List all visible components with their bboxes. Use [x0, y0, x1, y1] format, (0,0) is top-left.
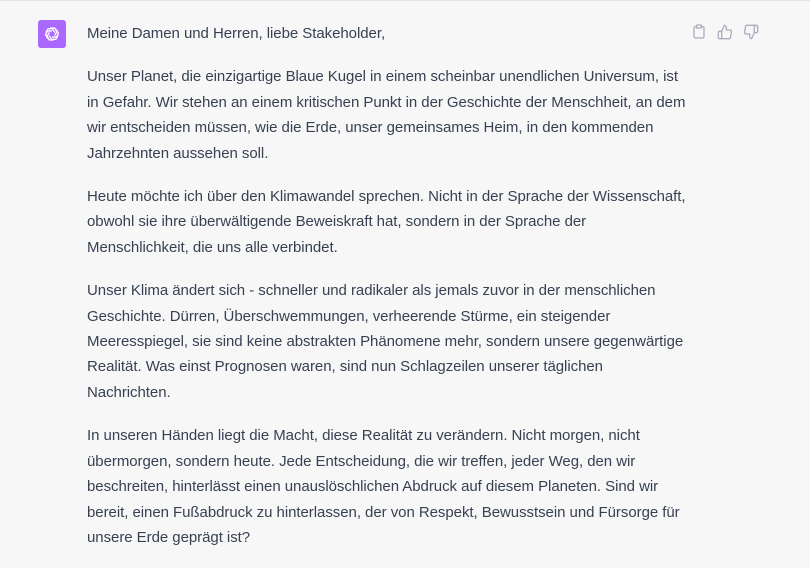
clipboard-icon — [692, 24, 706, 39]
thumbs-down-icon — [743, 24, 759, 40]
message-content — [87, 21, 687, 568]
message-paragraph: Unser Planet, die einzigartige Blaue Kugel in einem scheinbar unendlichen Universum, ist in Gefahr. Wir stehen an einem kritischen Punkt in der Geschichte der Menschheit, an dem wir entscheiden müssen, wie die Erde, unser gemeinsames Heim, in den kommenden Jahrzehnten aussehen soll. — [87, 68, 686, 162]
message-paragraph: In unseren Händen liegt die Macht, diese Realität zu verändern. Nicht morgen, nicht übermorgen, sondern heute. Jede Entscheidung, die wir treffen, jeder Weg, den wir beschreiten, hinterlässt einen unauslöschlichen Abdruck auf diesem Planeten. Sind wir bereit, einen Fußabdruck zu hinterlassen, der von Respekt, Bewusstsein und Fürsorge für unsere Erde geprägt ist? — [87, 427, 680, 546]
message-paragraph: Meine Damen und Herren, liebe Stakeholder, — [87, 25, 386, 42]
copy-button[interactable] — [690, 23, 707, 40]
openai-logo-icon — [42, 24, 62, 44]
message-paragraph: Unser Klima ändert sich - schneller und radikaler als jemals zuvor in der menschlichen Geschichte. Dürren, Überschwemmungen, verheerende Stürme, ein steigender Meeresspiegel, sie sind keine abstrakten Phänomene mehr, sondern unsere gegenwärtige Realität. Was einst Prognosen waren, sind nun Schlagzeilen unserer täglichen Nachrichten. — [87, 282, 684, 401]
message-paragraph: Heute möchte ich über den Klimawandel sprechen. Nicht in der Sprache der Wissenschaft, obwohl sie ihre überwältigende Beweiskraft hat, sondern in der Sprache der Menschlichkeit, die uns alle verbindet. — [87, 188, 686, 256]
assistant-avatar — [38, 20, 66, 48]
message-actions — [690, 23, 759, 40]
dislike-button[interactable] — [742, 23, 759, 40]
thumbs-up-icon — [717, 24, 733, 40]
like-button[interactable] — [716, 23, 733, 40]
